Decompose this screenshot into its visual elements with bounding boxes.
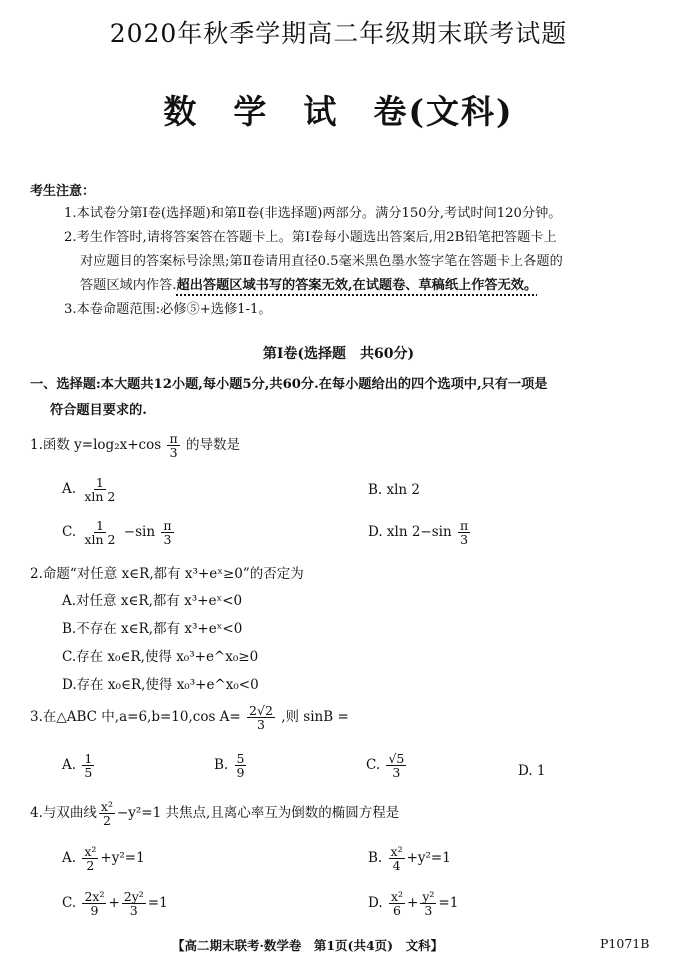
q1-a-fraction xyxy=(82,476,117,503)
q4-d-plus: + xyxy=(407,895,419,912)
q1-d-pi: π xyxy=(459,518,469,533)
q3-stem-a: 3.在△ABC 中,a=6,b=10,cos A= xyxy=(30,709,241,726)
q4-b-num: x² xyxy=(390,844,403,859)
q4-c-fraction-1 xyxy=(82,890,106,917)
q1-c-three: 3 xyxy=(163,532,172,548)
q2-option-b: B.不存在 x∈R,都有 x³+eˣ<0 xyxy=(62,621,243,637)
q3-stem-b: ,则 sinB = xyxy=(281,709,349,726)
q1-c-label: C. xyxy=(62,524,77,541)
q4-d-fraction-2 xyxy=(420,890,436,917)
section-title: 第Ⅰ卷(选择题 共60分) xyxy=(262,346,415,362)
q1-stem-b: 的导数是 xyxy=(185,437,240,454)
q3-b-fraction xyxy=(235,752,247,779)
q1-frac-num: π xyxy=(169,431,178,446)
q4-d-label: D. xyxy=(368,895,383,912)
question-1-stem xyxy=(30,432,240,459)
q4-d-den2: 3 xyxy=(424,903,433,919)
section-instruction-cont: 符合题目要求的. xyxy=(50,403,147,418)
q3-fraction xyxy=(247,704,275,731)
q4-d-num1: x² xyxy=(390,889,403,904)
q4-stem-a: 4.与双曲线 xyxy=(30,805,97,822)
q4-b-den: 4 xyxy=(392,858,401,874)
q4-c-den1: 9 xyxy=(90,903,99,919)
q1-a-label: A. xyxy=(62,481,77,498)
q3-den: 3 xyxy=(256,717,265,733)
q1-option-a xyxy=(62,476,119,503)
notice-item-2-end xyxy=(80,274,537,293)
notice-item-2-cont: 对应题目的答案标号涂黑;第Ⅱ卷请用直径0.5毫米黑色墨水签字笔在答题卡上各题的 xyxy=(80,254,563,269)
q1-a-den: xln 2 xyxy=(84,489,116,505)
q4-b-label: B. xyxy=(368,850,383,867)
page-footer: 【高二期末联考·数学卷 第1页(共4页) 文科】 xyxy=(172,938,444,953)
notice-item-2: 2.考生作答时,请将答案答在答题卡上。第Ⅰ卷每小题选出答案后,用2B铅笔把答题卡上 xyxy=(64,230,557,245)
q4-option-d xyxy=(368,890,458,917)
q1-c-fraction-2 xyxy=(161,519,173,546)
q3-b-label: B. xyxy=(214,757,229,774)
q4-den: 2 xyxy=(102,813,111,829)
q3-option-b xyxy=(214,752,248,779)
q2-option-d: D.存在 x₀∈R,使得 x₀³+e^x₀<0 xyxy=(62,677,259,693)
q1-c-fraction xyxy=(82,519,117,546)
notice-item-2-end-text: 答题区域内作答. xyxy=(80,278,177,293)
notice-warning: 超出答题区域书写的答案无效,在试题卷、草稿纸上作答无效。 xyxy=(176,278,538,293)
q1-d-three: 3 xyxy=(460,532,469,548)
q3-num: 2√2 xyxy=(249,703,273,718)
q3-a-num: 1 xyxy=(84,751,93,766)
q4-a-den: 2 xyxy=(86,858,95,874)
q4-d-num2: y² xyxy=(422,889,435,904)
paper-subtitle: 数 学 试 卷(文科) xyxy=(163,92,514,131)
q4-d-den1: 6 xyxy=(392,903,401,919)
q3-c-den: 3 xyxy=(392,765,401,781)
notice-heading: 考生注意： xyxy=(30,184,96,199)
q4-fraction xyxy=(99,800,115,827)
paper-code: P1071B xyxy=(600,936,650,951)
q1-frac-den: 3 xyxy=(169,445,178,461)
q1-c-pi: π xyxy=(163,518,172,533)
q3-a-fraction xyxy=(82,752,94,779)
q4-num: x² xyxy=(100,799,113,814)
q1-option-b: B. xln 2 xyxy=(368,482,421,498)
q3-option-c xyxy=(366,752,408,779)
q4-c-label: C. xyxy=(62,895,77,912)
q1-c-num: 1 xyxy=(95,518,104,533)
q4-a-label: A. xyxy=(62,850,77,867)
question-2-stem: 2.命题“对任意 x∈R,都有 x³+eˣ≥0”的否定为 xyxy=(30,566,304,582)
q4-a-rest: +y²=1 xyxy=(100,850,145,867)
q4-option-b xyxy=(368,845,451,872)
exam-title: 2020年秋季学期高二年级期末联考试题 xyxy=(109,19,568,48)
q1-c-den: xln 2 xyxy=(84,532,116,548)
q4-b-rest: +y²=1 xyxy=(406,850,451,867)
q3-option-d: D. 1 xyxy=(518,763,546,779)
question-3-stem xyxy=(30,704,349,731)
section-instruction: 一、选择题:本大题共12小题,每小题5分,共60分.在每小题给出的四个选项中,只有一项是 xyxy=(30,377,548,392)
q1-stem-a: 1.函数 y=log₂x+cos xyxy=(30,437,162,454)
q1-c-mid: −sin xyxy=(123,524,156,541)
q3-a-den: 5 xyxy=(84,765,93,781)
notice-item-3: 3.本卷命题范围:必修⑤+选修1-1。 xyxy=(64,302,272,317)
q3-c-label: C. xyxy=(366,757,381,774)
q4-option-a xyxy=(62,845,145,872)
q1-a-num: 1 xyxy=(95,475,104,490)
q1-fraction xyxy=(167,432,179,459)
question-4-stem xyxy=(30,800,399,827)
q4-option-c xyxy=(62,890,168,917)
q2-option-c: C.存在 x₀∈R,使得 x₀³+e^x₀≥0 xyxy=(62,649,259,665)
q4-a-fraction xyxy=(82,845,98,872)
q4-c-plus: + xyxy=(108,895,120,912)
notice-item-1: 1.本试卷分第Ⅰ卷(选择题)和第Ⅱ卷(非选择题)两部分。满分150分,考试时间120分钟。 xyxy=(64,206,562,221)
q4-c-num2: 2y² xyxy=(123,889,144,904)
q3-c-fraction xyxy=(386,752,406,779)
q4-c-fraction-2 xyxy=(122,890,146,917)
q4-c-rest: =1 xyxy=(147,895,168,912)
q3-a-label: A. xyxy=(62,757,77,774)
q1-d-fraction xyxy=(458,519,470,546)
q4-c-den2: 3 xyxy=(129,903,138,919)
q2-option-a: A.对任意 x∈R,都有 x³+eˣ<0 xyxy=(62,593,243,609)
q4-a-num: x² xyxy=(84,844,97,859)
q1-option-c xyxy=(62,519,176,546)
q4-d-rest: =1 xyxy=(438,895,459,912)
q1-option-d xyxy=(368,519,472,546)
q3-option-a xyxy=(62,752,96,779)
q4-b-fraction xyxy=(389,845,405,872)
q4-d-fraction-1 xyxy=(389,890,405,917)
q1-d-text: D. xln 2−sin xyxy=(368,524,452,541)
q3-c-num: √5 xyxy=(388,751,405,766)
q4-c-num1: 2x² xyxy=(84,889,105,904)
q3-b-num: 5 xyxy=(236,751,245,766)
q3-b-den: 9 xyxy=(236,765,245,781)
q4-stem-b: −y²=1 共焦点,且离心率互为倒数的椭圆方程是 xyxy=(116,805,400,822)
